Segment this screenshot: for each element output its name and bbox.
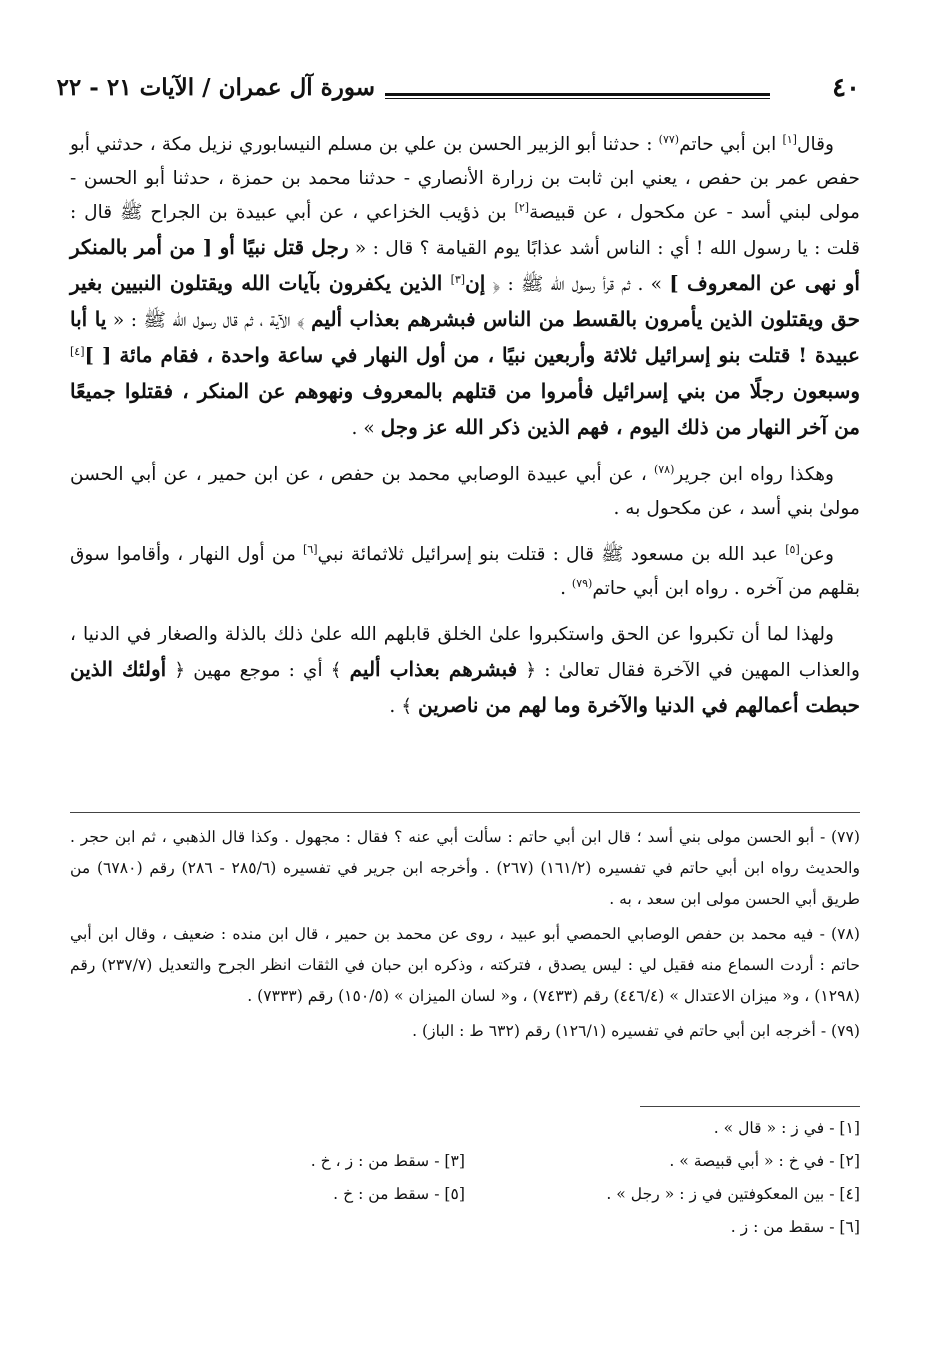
quran-verse: الذين يكفرون بآيات الله ويقتلون النبيين بغير حق ويقتلون الذين يأمرون بالقسط من الناس فبشرهم بعذاب أليم xyxy=(70,271,861,331)
main-text xyxy=(70,128,860,736)
variant-note: [٥] - سقط من : خ . xyxy=(333,1185,465,1203)
footnote-ref: (٧٨) xyxy=(653,462,675,476)
variant-notes-row xyxy=(70,1145,860,1178)
hadith-text: يا أبا عبيدة ! قتلت بنو إسرائيل ثلاثة وأربعين نبيًا ، من أول النهار في ساعة واحدة ، فقام مائة [ ] xyxy=(70,307,860,367)
page-number: ٤٠ xyxy=(832,73,860,103)
quran-verse: أولئك الذين حبطت أعمالهم في الدنيا والآخرة وما لهم من ناصرين xyxy=(70,657,860,717)
paragraph-commentary: ولهذا لما أن تكبروا عن الحق واستكبروا علىٰ الخلق قابلهم الله علىٰ ذلك بالذلة والصغار في الدنيا ، والعذاب المهين في الآخرة فقال تعالىٰ : ﴿ فبشرهم بعذاب أليم ﴾ أي : موجع مهين ﴿ أولئك الذين حبطت أعمالهم في الدنيا والآخرة وما لهم من ناصرين ﴾ . xyxy=(70,624,860,717)
footnote-ref: (٧٧) xyxy=(658,132,680,146)
note-ref: [٤] xyxy=(70,344,85,358)
footnote-77: (٧٧) - أبو الحسن مولى بني أسد ؛ قال ابن أبي حاتم : سألت أبي عنه ؟ فقال : مجهول . وكذا قال الذهبي ، ثم ابن حجر . والحديث رواه ابن أبي حاتم في تفسيره (١٦١/٢) (٢٦٧) . وأخرجه ابن جرير في تفسيره (٢٨٥/٦ - ٢٨٦) رقم (٦٧٨٠) من طريق أبي الحسن مولى ابن سعد ، به . xyxy=(70,828,860,908)
variant-notes-separator xyxy=(640,1106,860,1107)
note-ref: [٥] xyxy=(785,542,800,556)
variant-note: [٣] - سقط من : ز ، خ . xyxy=(310,1152,465,1170)
footnote-ref: (٧٩) xyxy=(571,576,593,590)
header-rule xyxy=(385,93,770,99)
paragraph-ibn-masud: وعن[٥] عبد الله بن مسعود ﷺ قال : قتلت بنو إسرائيل ثلاثمائة نبي[٦] من أول النهار ، وأقاموا سوق بقلهم من آخره . رواه ابن أبي حاتم$^{(٧٩)}$ . xyxy=(70,542,860,599)
variant-note: [٢] - في خ : « أبي قبيصة » . xyxy=(669,1152,860,1170)
variant-notes xyxy=(70,1112,860,1244)
note-ref: [٢] xyxy=(514,200,530,214)
quran-verse: فبشرهم بعذاب أليم xyxy=(349,657,518,681)
variant-notes-row xyxy=(70,1211,860,1244)
variant-note: [٤] - بين المعكوفتين في ز : « رجل » . xyxy=(606,1185,860,1203)
note-ref: [١] xyxy=(782,132,797,146)
variant-note xyxy=(70,1112,465,1145)
variant-notes-row xyxy=(70,1112,860,1145)
variant-note xyxy=(70,1211,465,1244)
running-title: سورة آل عمران / الآيات ٢١ - ٢٢ xyxy=(56,74,375,101)
paragraph-ibn-jarir: وهكذا رواه ابن جرير$^{(٧٨)}$ ، عن أبي عبيدة الوصابي محمد بن حفص ، عن ابن حمير ، عن أبي الحسن مولىٰ بني أسد ، عن مكحول به . xyxy=(70,462,860,519)
hadith-text: وسبعون رجلًا من بني إسرائيل فأمروا من قتلهم بالمعروف ونهوهم عن المنكر ، فقتلوا جميعًا من آخر النهار من ذلك اليوم ، فهم الذين ذكر الله عز وجل xyxy=(70,379,861,439)
footnotes xyxy=(70,822,860,1051)
note-ref: [٣] xyxy=(450,272,466,286)
hadith-text: رجل قتل نبيًا أو [ من أمر بالمنكر أو نهى عن المعروف ] xyxy=(70,235,860,295)
variant-note: [١] - في ز : « قال » . xyxy=(713,1119,860,1137)
footnote-79: (٧٩) - أخرجه ابن أبي حاتم في تفسيره (١٢٦/١) رقم (٦٣٢ ط : الباز) . xyxy=(412,1022,860,1040)
footnote-separator xyxy=(70,812,860,813)
variant-note: [٦] - سقط من : ز . xyxy=(730,1218,860,1236)
variant-notes-row xyxy=(70,1178,860,1211)
paragraph-hadith-abi-ubaida: وقال[١] ابن أبي حاتم$^{(٧٧)}$ : حدثنا أبو الزبير الحسن بن علي بن مسلم النيسابوري نزيل مكة ، حدثني أبو حفص عمر بن حفص ، يعني ابن ثابت بن زرارة الأنصاري - حدثنا محمد بن حمزة ، حدثنا أبو الحسن - مولى لبني أسد - عن مكحول ، عن قبيصة[٢] بن ذؤيب الخزاعي ، عن أبي عبيدة بن الجراح ﷺ قال : قلت : يا رسول الله ! أي : الناس أشد عذابًا يوم القيامة ؟ قال : « رجل قتل نبيًا أو [ من أمر بالمنكر أو نهى عن المعروف ] » . ثم قرأ رسول الله ﷺ : ﴿ إن[٣] الذين يكفرون بآيات الله ويقتلون النبيين بغير حق ويقتلون الذين يأمرون بالقسط من الناس فبشرهم بعذاب أليم ﴾ الآية ، ثم قال رسول الله ﷺ : « يا أبا عبيدة ! قتلت بنو إسرائيل ثلاثة وأربعين نبيًا ، من أول النهار في ساعة واحدة ، فقام مائة [ ][٤] وسبعون رجلًا من بني إسرائيل فأمروا من قتلهم بالمعروف ونهوهم عن المنكر ، فقتلوا جميعًا من آخر النهار من ذلك اليوم ، فهم الذين ذكر الله عز وجل » . xyxy=(70,132,861,439)
note-ref: [٦] xyxy=(303,542,318,556)
footnote-78: (٧٨) - فيه محمد بن حفص الوصابي الحمصي أبو عبيد ، روى عن محمد بن حمير ، قال ابن منده : ضعيف ، وقال ابن أبي حاتم : أردت السماع منه فقيل لي : ليس يصدق ، فتركته ، وذكره ابن حبان في الثقات انظر الجرح والتعديل (٢٣٧/٧) رقم (١٢٩٨) ، و« ميزان الاعتدال » (٤٤٦/٤) رقم (٧٤٣٣) ، و« لسان الميزان » (١٥٠/٥) رقم (٧٣٣٣) . xyxy=(70,925,861,1005)
